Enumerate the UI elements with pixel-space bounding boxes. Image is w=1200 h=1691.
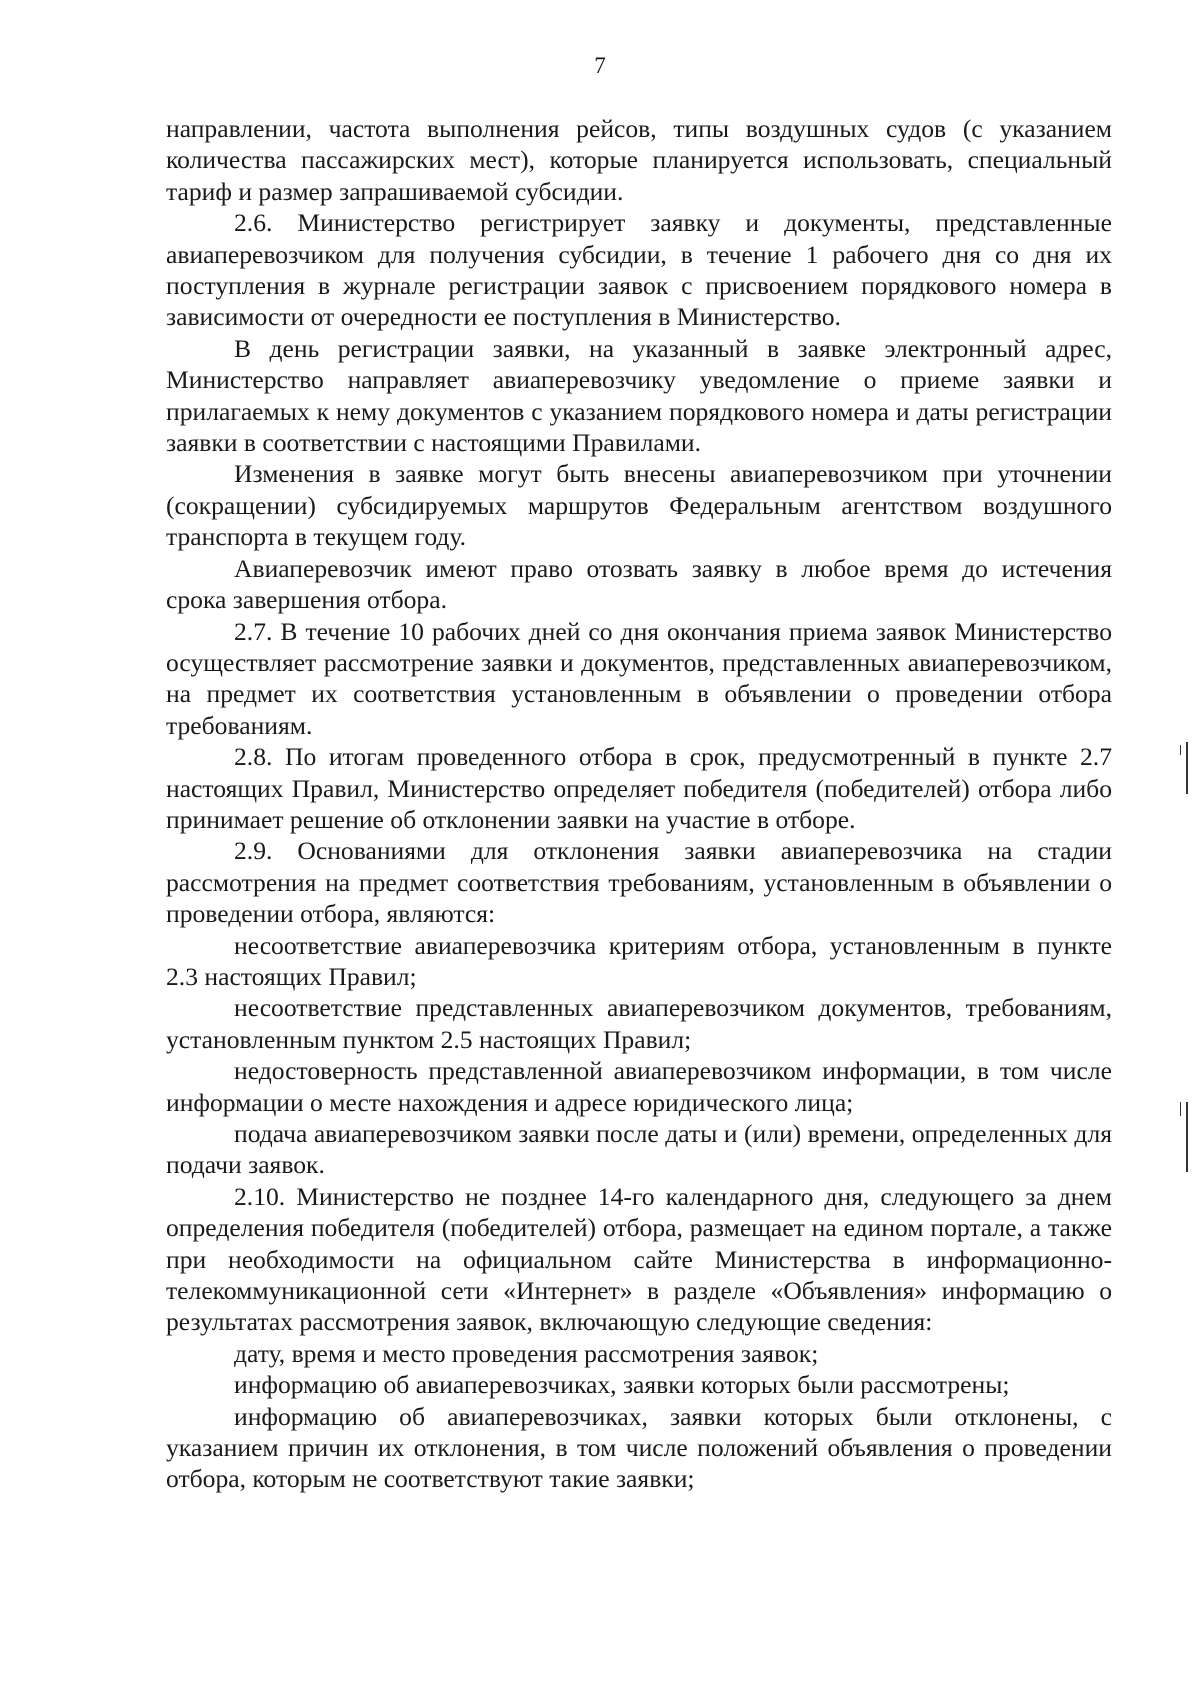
list-item-rejected: информацию об авиаперевозчиках, заявки которых были отклонены, с указанием причин их отклонения, в том числе положений объявления о проведении отбора, которым не соответствуют такие заявки;	[166, 1401, 1112, 1494]
list-item-reviewed: информацию об авиаперевозчиках, заявки которых были рассмотрены;	[234, 1370, 1010, 1400]
paragraph-2-6: 2.6. Министерство регистрирует заявку и документы, представленные авиаперевозчиком для получения субсидии, в течение 1 рабочего дня со дня их поступления в журнале регистрации заявок с присвоением порядкового номера в зависимости от очередности ее поступления в Министерство.	[166, 208, 1112, 332]
list-item-documents: несоответствие представленных авиаперевозчиком документов, требованиям, установленным пунктом 2.5 настоящих Правил;	[166, 993, 1112, 1054]
list-item-unreliable-info: недостоверность представленной авиаперевозчиком информации, в том числе информации о месте нахождения и адресе юридического лица;	[166, 1056, 1112, 1117]
paragraph-withdraw: Авиаперевозчик имеют право отозвать заявку в любое время до истечения срока завершения отбора.	[166, 553, 1112, 615]
scan-edge-mark	[1180, 745, 1181, 755]
paragraph-registration-day: В день регистрации заявки, на указанный в заявке электронный адрес, Министерство направляет авиаперевозчику уведомление о приеме заявки и прилагаемых к нему документов с указанием порядкового номера и даты регистрации заявки в соответствии с настоящими Правилами.	[166, 333, 1112, 458]
page-number: 7	[594, 53, 606, 78]
paragraph-2-8: 2.8. По итогам проведенного отбора в срок, предусмотренный в пункте 2.7 настоящих Правил, Министерство определяет победителя (победителей) отбора либо принимает решение об отклонении заявки на участие в отборе.	[166, 742, 1112, 834]
scan-edge-mark	[1180, 1102, 1181, 1116]
document-body	[166, 113, 1112, 1495]
paragraph-2-9: 2.9. Основаниями для отклонения заявки авиаперевозчика на стадии рассмотрения на предмет соответствия требованиям, установленным в объявлении о проведении отбора, являются:	[166, 836, 1112, 929]
scan-edge-mark	[1186, 742, 1188, 794]
paragraph-2-10: 2.10. Министерство не позднее 14-го календарного дня, следующего за днем определения победителя (победителей) отбора, размещает на едином портале, а также при необходимости на официальном сайте Министерства в информационно-телекоммуникационной сети «Интернет» в разделе «Объявления» информацию о результатах рассмотрения заявок, включающую следующие сведения:	[166, 1181, 1112, 1337]
paragraph-2-7: 2.7. В течение 10 рабочих дней со дня окончания приема заявок Министерство осуществляет рассмотрение заявки и документов, представленных авиаперевозчиком, на предмет их соответствия установленным в объявлении о проведении отбора требованиям.	[166, 616, 1112, 740]
list-item-late-submission: подача авиаперевозчиком заявки после даты и (или) времени, определенных для подачи заявок.	[166, 1119, 1112, 1180]
scan-edge-mark	[1186, 1102, 1188, 1172]
paragraph-continuation: направлении, частота выполнения рейсов, типы воздушных судов (с указанием количества пассажирских мест), которые планируется использовать, специальный тариф и размер запрашиваемой субсидии.	[166, 114, 1112, 206]
paragraph-changes: Изменения в заявке могут быть внесены авиаперевозчиком при уточнении (сокращении) субсидируемых маршрутов Федеральным агентством воздушного транспорта в текущем году.	[166, 459, 1112, 552]
list-item-criteria: несоответствие авиаперевозчика критериям отбора, установленным в пункте 2.3 настоящих Правил;	[166, 930, 1112, 991]
list-item-date-time-place: дату, время и место проведения рассмотрения заявок;	[234, 1338, 819, 1368]
